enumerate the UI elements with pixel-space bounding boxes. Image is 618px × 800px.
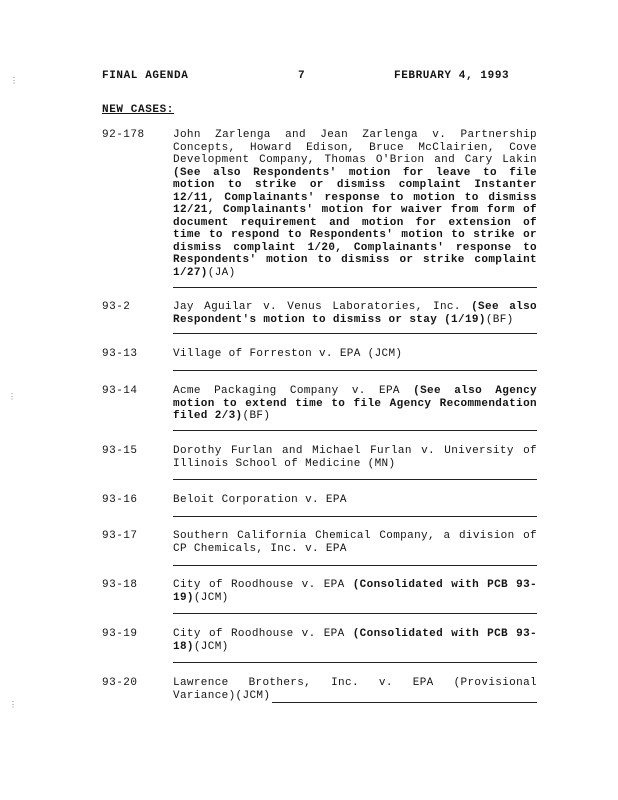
case-caption: City of Roodhouse v. EPA xyxy=(173,579,345,591)
agenda-title: FINAL AGENDA xyxy=(102,70,189,82)
divider-line xyxy=(173,430,537,431)
case-assignee: (JCM) xyxy=(193,640,229,653)
page-number: 7 xyxy=(298,70,306,82)
case-assignee: (JCM) xyxy=(193,591,229,604)
case-assignee: (JA) xyxy=(207,266,236,279)
divider-line xyxy=(173,370,537,371)
case-number: 93-13 xyxy=(102,348,138,360)
case-description xyxy=(173,129,537,279)
case-description xyxy=(173,445,537,470)
divider-line xyxy=(173,662,537,663)
case-description xyxy=(173,579,537,604)
case-number: 93-17 xyxy=(102,530,138,542)
case-description xyxy=(173,348,537,361)
case-caption: Beloit Corporation v. EPA xyxy=(173,494,347,506)
case-number: 92-178 xyxy=(102,129,145,141)
case-caption: Dorothy Furlan and Michael Furlan v. University of Illinois School of Medicine (MN) xyxy=(173,445,537,470)
case-caption: City of Roodhouse v. EPA xyxy=(173,628,345,640)
case-motion-note: (See also Respondents' motion for leave to file motion to strike or dismiss complaint Instanter 12/11, Complainants' response to motion to dismiss 12/21, Complainants' motion for waiver from form of document requirement and motion for extension of time to respond to Respondents' motion to strike or dismiss complaint 1/20, Complainants' response to Respondents' motion to dismiss or strike complaint 1/27) xyxy=(173,166,537,279)
case-description xyxy=(173,385,537,423)
case-assignee: (BF) xyxy=(242,410,271,422)
scan-speck: ⋮ xyxy=(9,701,17,710)
case-caption: Jay Aguilar v. Venus Laboratories, Inc. xyxy=(173,301,461,313)
divider-line xyxy=(173,333,537,334)
case-assignee: (BF) xyxy=(485,313,514,326)
case-caption: John Zarlenga and Jean Zarlenga v. Partnership Concepts, Howard Edison, Bruce McClairien, Cove Development Company, Thomas O'Brion and Cary Lakin xyxy=(173,129,537,166)
divider-line xyxy=(173,516,537,517)
case-number: 93-16 xyxy=(102,494,138,506)
case-motion-note: (See also Respondent's motion to dismiss or stay (1/19) xyxy=(173,301,538,326)
scan-speck: ⋮ xyxy=(10,77,18,86)
case-description xyxy=(173,530,537,555)
case-description xyxy=(173,301,537,326)
case-caption: Village of Forreston v. EPA (JCM) xyxy=(173,348,403,360)
case-description xyxy=(173,494,537,507)
case-number: 93-19 xyxy=(102,628,138,640)
divider-line xyxy=(272,702,537,703)
case-number: 93-18 xyxy=(102,579,138,591)
case-number: 93-20 xyxy=(102,677,138,689)
section-heading: NEW CASES: xyxy=(102,104,175,116)
scan-speck: ⋮ xyxy=(8,393,16,402)
case-caption: Lawrence Brothers, Inc. v. EPA (Provisional Variance)(JCM) xyxy=(173,677,537,702)
case-caption: Southern California Chemical Company, a division of CP Chemicals, Inc. v. EPA xyxy=(173,530,537,555)
case-motion-note: (Consolidated with PCB 93-18) xyxy=(173,628,538,653)
case-number: 93-14 xyxy=(102,385,138,397)
case-motion-note: (Consolidated with PCB 93-19) xyxy=(173,579,538,604)
case-number: 93-2 xyxy=(102,301,131,313)
divider-line xyxy=(173,479,537,480)
case-description xyxy=(173,628,537,653)
divider-line xyxy=(173,565,537,566)
divider-line xyxy=(173,613,537,614)
case-description xyxy=(173,677,537,702)
case-number: 93-15 xyxy=(102,445,138,457)
agenda-date: FEBRUARY 4, 1993 xyxy=(394,70,510,82)
divider-line xyxy=(173,287,537,288)
case-motion-note: (See also Agency motion to extend time to file Agency Recommendation filed 2/3) xyxy=(173,385,537,422)
case-caption: Acme Packaging Company v. EPA xyxy=(173,385,400,397)
